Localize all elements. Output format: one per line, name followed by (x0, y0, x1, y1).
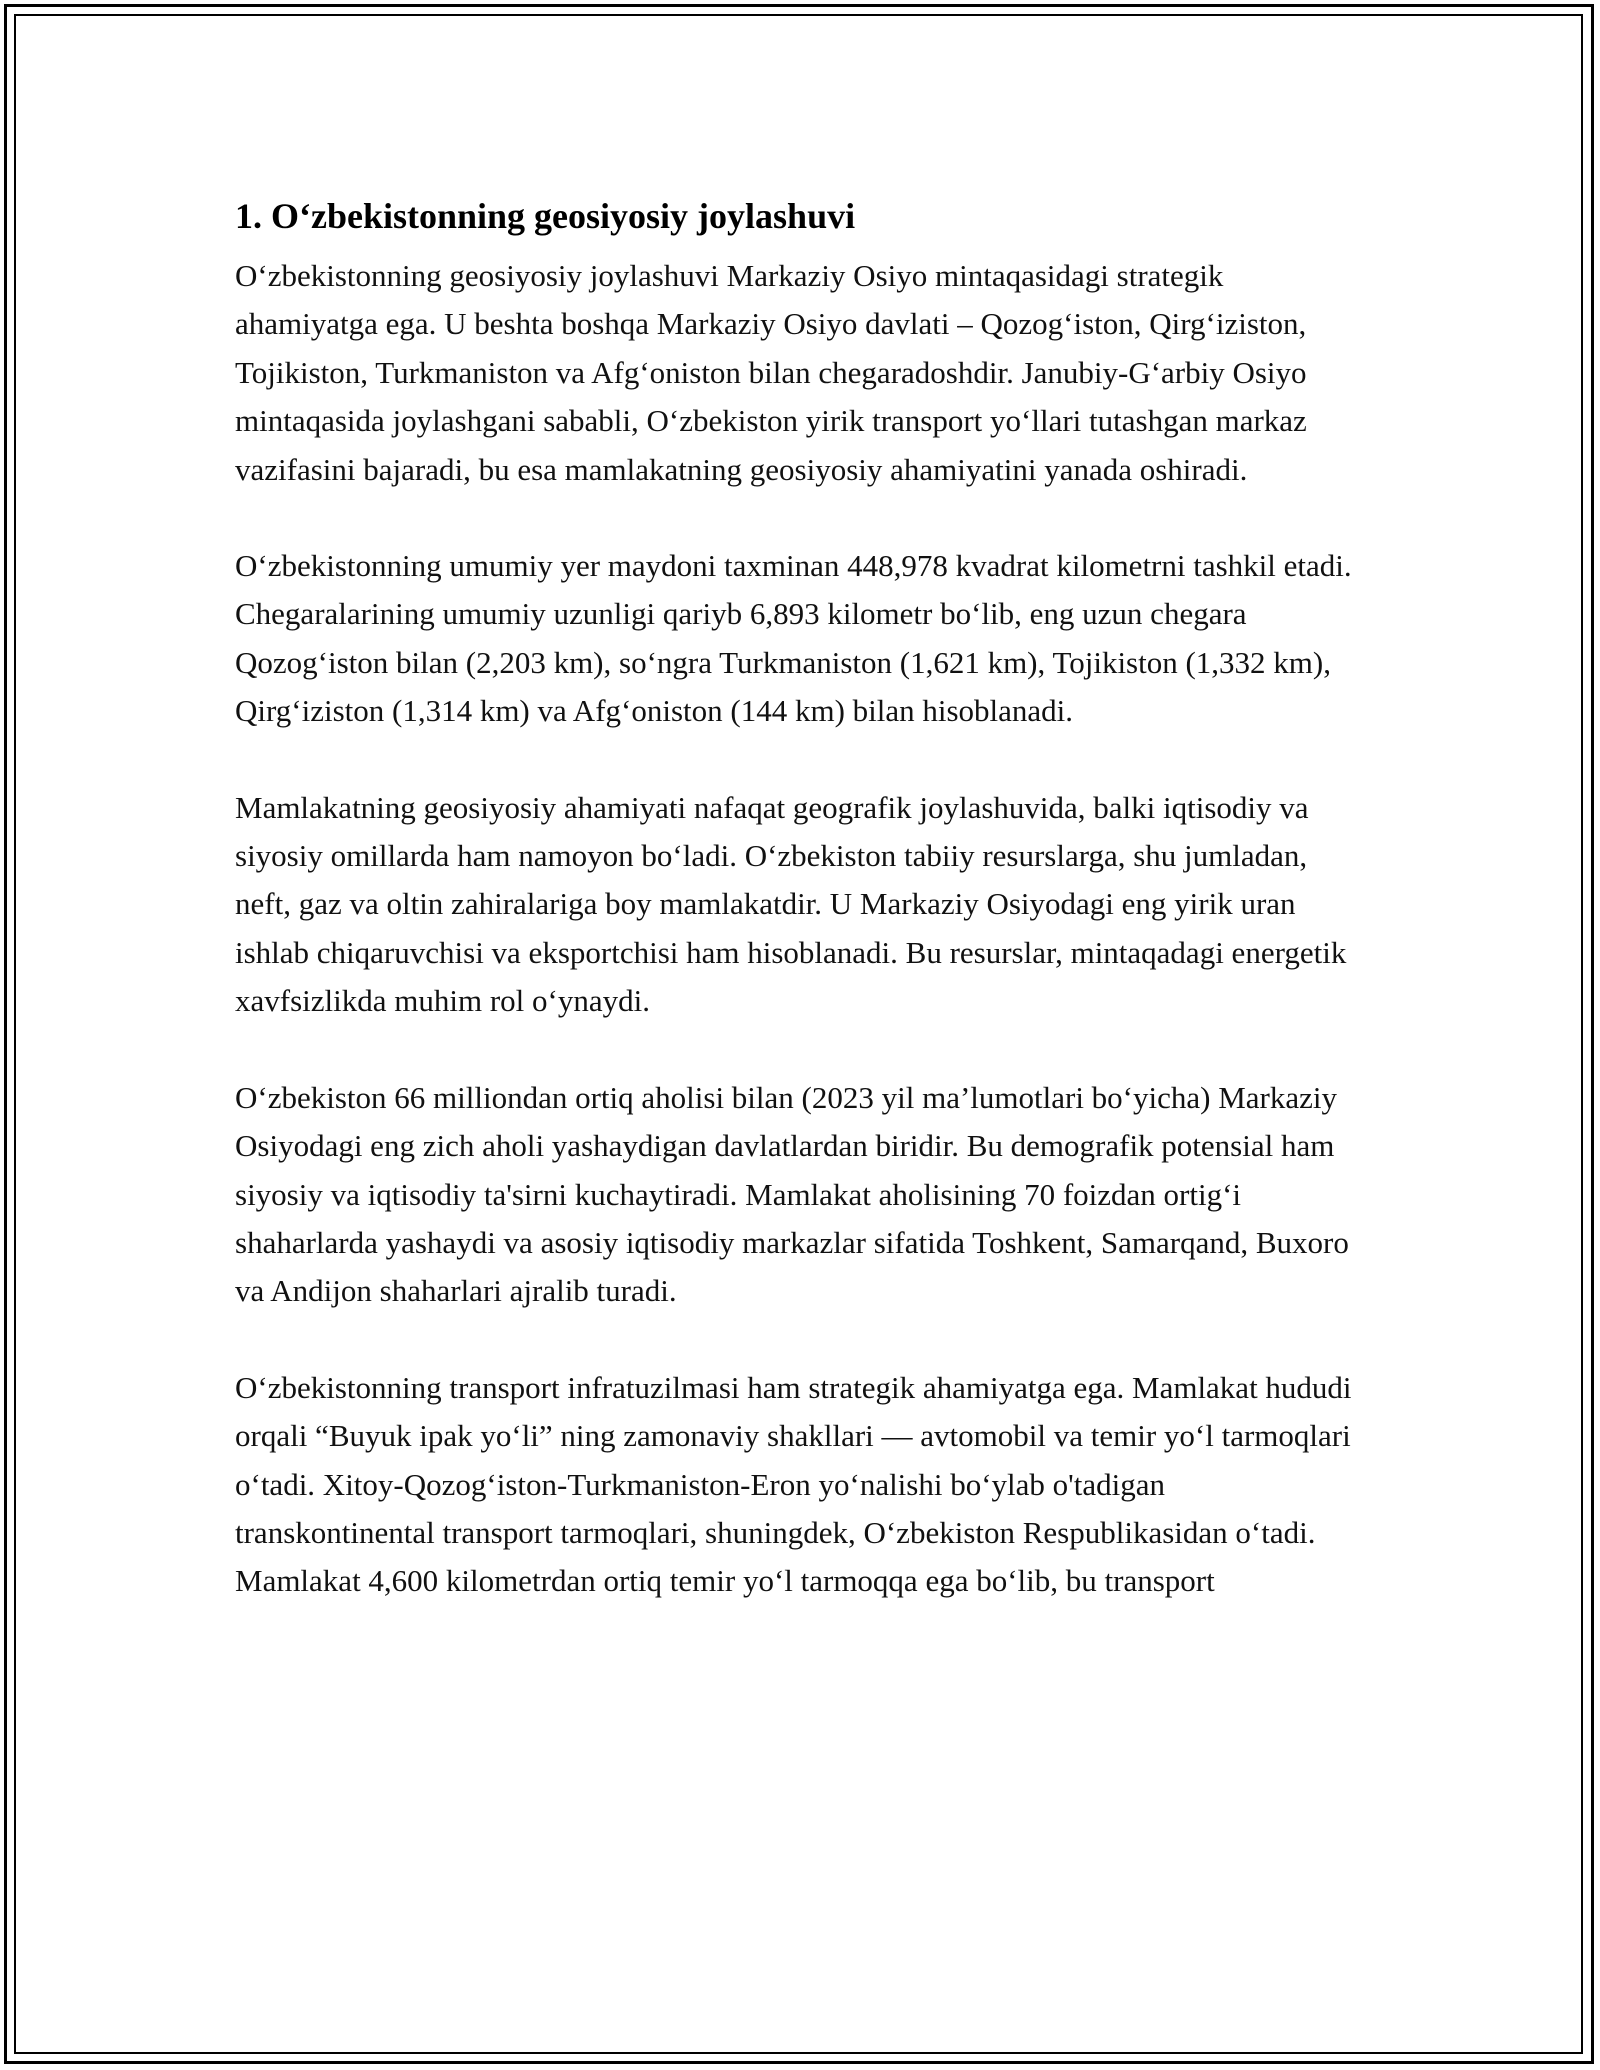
paragraph-population: O‘zbekiston 66 milliondan ortiq aholisi bilan (2023 yil ma’lumotlari bo‘yicha) Markaziy Osiyodagi eng zich aholi yashaydigan davlatlardan biridir. Bu demografik potensial ham siyosiy va iqtisodiy ta'sirni kuchaytiradi. Mamlakat aholisining 70 foizdan ortig‘i shaharlarda yashaydi va asosiy iqtisodiy markazlar sifatida Toshkent, Samarqand, Buxoro va Andijon shaharlari ajralib turadi. (235, 1079, 1349, 1309)
section-heading: 1. O‘zbekistonning geosiyosiy joylashuvi (235, 196, 856, 236)
document-page (235, 180, 1365, 1606)
paragraph-transport: O‘zbekistonning transport infratuzilmasi ham strategik ahamiyatga ega. Mamlakat hududi orqali “Buyuk ipak yo‘li” ning zamonaviy shakllari — avtomobil va temir yo‘l tarmoqlari o‘tadi. Xitoy-Qozog‘iston-Turkmaniston-Eron yo‘nalishi bo‘ylab o'tadigan transkontinental transport tarmoqlari, shuningdek, O‘zbekiston Respublikasidan o‘tadi. Mamlakat 4,600 kilometrdan ortiq temir yo‘l tarmoqqa ega bo‘lib, bu transport (235, 1369, 1352, 1599)
paragraph-territory-borders: O‘zbekistonning umumiy yer maydoni taxminan 448,978 kvadrat kilometrni tashkil etadi. Chegaralarining umumiy uzunligi qariyb 6,893 kilometr bo‘lib, eng uzun chegara Qozog‘iston bilan (2,203 km), so‘ngra Turkmaniston (1,621 km), Tojikiston (1,332 km), Qirg‘iziston (1,314 km) va Afg‘oniston (144 km) bilan hisoblanadi. (235, 548, 1352, 729)
paragraph-geopolitical-location: O‘zbekistonning geosiyosiy joylashuvi Markaziy Osiyo mintaqasidagi strategik ahamiyatga ega. U beshta boshqa Markaziy Osiyo davlati – Qozog‘iston, Qirg‘iziston, Tojikiston, Turkmaniston va Afg‘oniston bilan chegaradoshdir. Janubiy-G‘arbiy Osiyo mintaqasida joylashgani sababli, O‘zbekiston yirik transport yo‘llari tutashgan markaz vazifasini bajaradi, bu esa mamlakatning geosiyosiy ahamiyatini yanada oshiradi. (235, 258, 1307, 487)
paragraph-resources: Mamlakatning geosiyosiy ahamiyati nafaqat geografik joylashuvida, balki iqtisodiy va siyosiy omillarda ham namoyon bo‘ladi. O‘zbekiston tabiiy resurslarga, shu jumladan, neft, gaz va oltin zahiralariga boy mamlakatdir. U Markaziy Osiyodagi eng yirik uran ishlab chiqaruvchisi va eksportchisi ham hisoblanadi. Bu resurslar, mintaqadagi energetik xavfsizlikda muhim rol o‘ynaydi. (235, 789, 1347, 1019)
